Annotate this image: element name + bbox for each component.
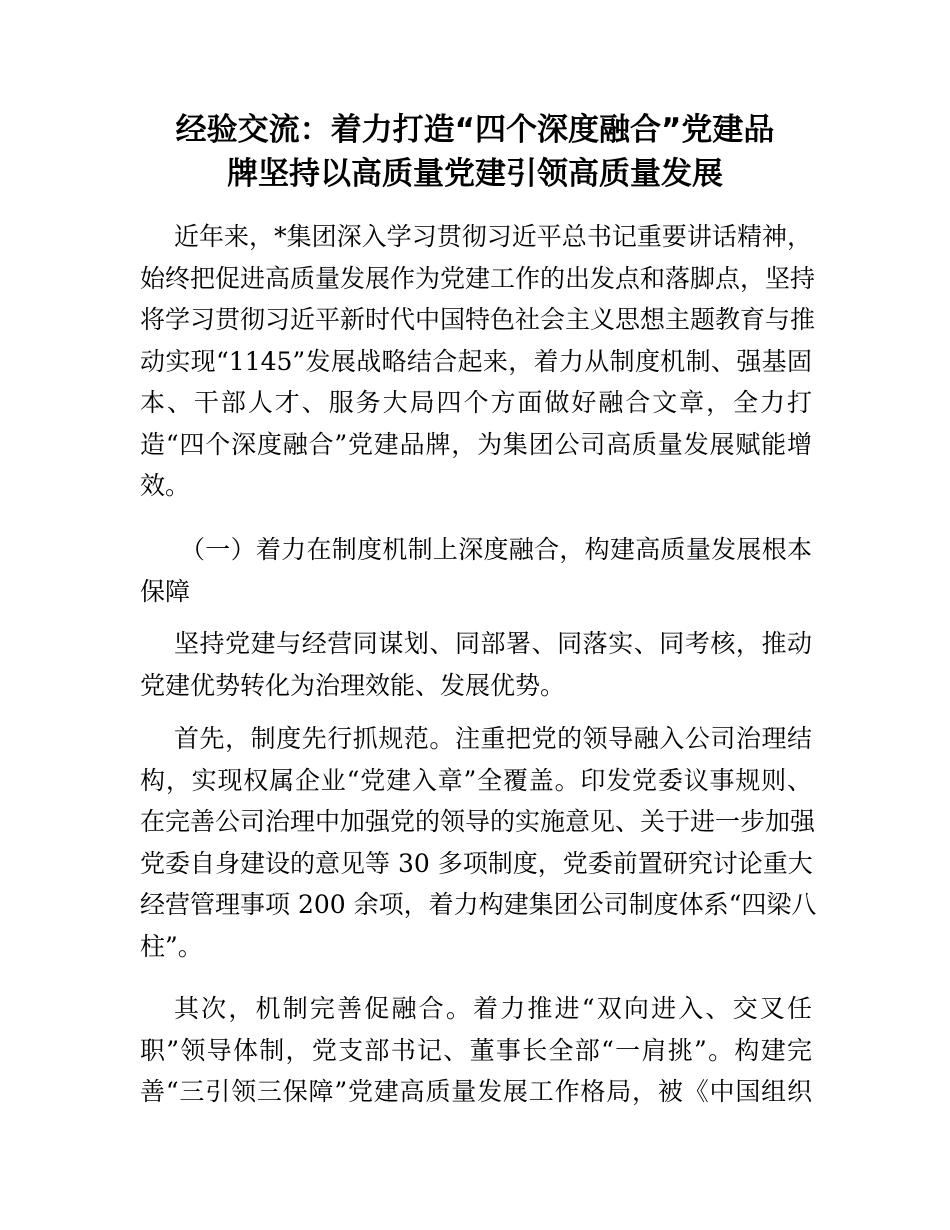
text-line: 党建优势转化为治理效能、发展优势。 bbox=[140, 670, 566, 700]
title-line: 牌坚持以高质量党建引领高质量发展 bbox=[227, 156, 723, 192]
text-line: 善“三引领三保障”党建高质量发展工作格局，被《中国组织 bbox=[140, 1077, 812, 1106]
body-paragraph bbox=[140, 718, 817, 967]
text-line: 党委自身建设的意见等 30 多项制度，党委前置研究讨论重大 bbox=[140, 848, 813, 878]
text-line: 在完善公司治理中加强党的领导的实施意见、关于进一步加强 bbox=[140, 807, 816, 836]
body-paragraph bbox=[140, 988, 812, 1113]
text-line: 造“四个深度融合”党建品牌，为集团公司高质量发展赋能增 bbox=[140, 429, 812, 459]
text-line: 动实现“1145”发展战略结合起来，着力从制度机制、强基固 bbox=[140, 346, 812, 376]
text-line: 保障 bbox=[140, 576, 191, 606]
document-title bbox=[140, 108, 810, 196]
body-paragraph bbox=[140, 623, 812, 706]
text-line: 职”领导体制，党支部书记、董事长全部“一肩挑”。构建完 bbox=[140, 1035, 812, 1065]
text-line: 本、干部人才、服务大局四个方面做好融合文章，全力打 bbox=[140, 388, 812, 417]
text-line: 将学习贯彻习近平新时代中国特色社会主义思想主题教育与推 bbox=[140, 305, 816, 334]
text-line: 其次，机制完善促融合。着力推进“双向进入、交叉任 bbox=[174, 994, 812, 1023]
text-line: 坚持党建与经营同谋划、同部署、同落实、同考核，推动 bbox=[174, 629, 812, 658]
section-heading bbox=[140, 529, 812, 612]
text-line: 效。 bbox=[140, 471, 191, 500]
title-line: 经验交流：着力打造“四个深度融合”党建品 bbox=[175, 112, 775, 148]
text-line: 始终把促进高质量发展作为党建工作的出发点和落脚点，坚持 bbox=[140, 263, 816, 293]
text-line: 近年来，*集团深入学习贯彻习近平总书记重要讲话精神， bbox=[174, 222, 812, 251]
text-line: 构，实现权属企业“党建入章”全覆盖。印发党委议事规则、 bbox=[140, 765, 812, 795]
intro-paragraph bbox=[140, 216, 816, 507]
text-line: 柱”。 bbox=[140, 931, 203, 961]
text-line: （一）着力在制度机制上深度融合，构建高质量发展根本 bbox=[180, 535, 812, 564]
text-line: 首先，制度先行抓规范。注重把党的领导融入公司治理结 bbox=[174, 724, 812, 753]
text-line: 经营管理事项 200 余项，着力构建集团公司制度体系“四梁八 bbox=[140, 890, 817, 919]
